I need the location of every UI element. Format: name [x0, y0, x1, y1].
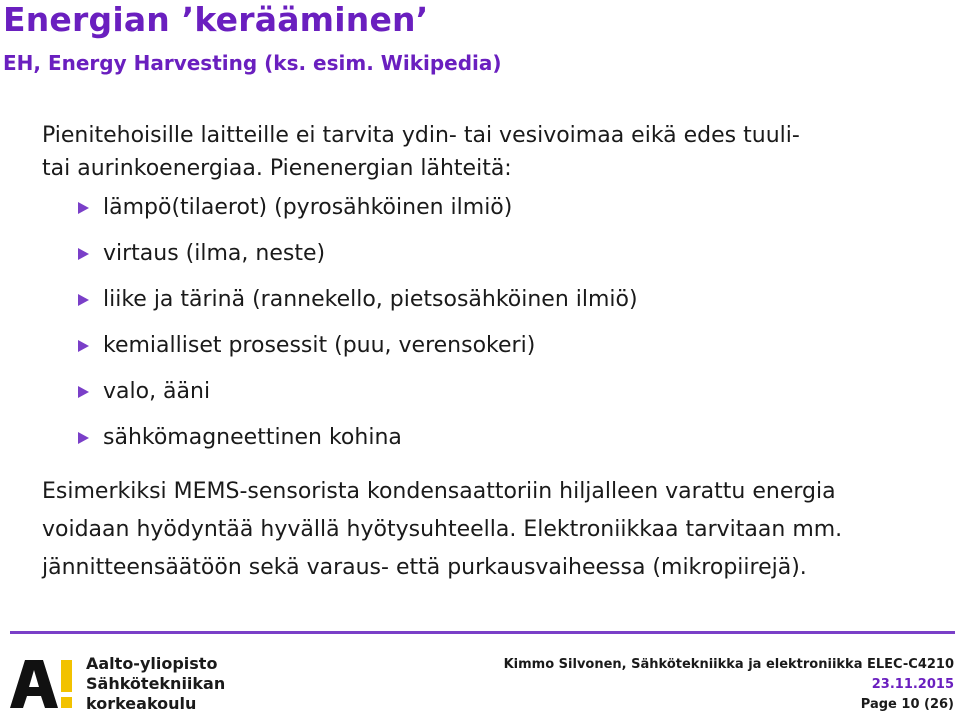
bullet-triangle-icon [78, 202, 89, 214]
outro-line-1: Esimerkiksi MEMS-sensorista kondensaattoriin hiljalleen varattu energia [42, 479, 836, 504]
footer-info [504, 655, 954, 715]
intro-line-2: tai aurinkoenergiaa. Pienenergian lähteitä: [42, 156, 512, 181]
list-item: valo, ääni [42, 375, 942, 421]
course-info: Kimmo Silvonen, Sähkötekniikka ja elektroniikka ELEC-C4210 [503, 657, 954, 672]
list-item: liike ja tärinä (rannekello, pietsosähköinen ilmiö) [42, 283, 942, 329]
list-item: kemialliset prosessit (puu, verensokeri) [42, 329, 942, 375]
list-item: lämpö(tilaerot) (pyrosähköinen ilmiö) [42, 191, 942, 237]
aalto-logo-icon [10, 660, 74, 708]
outro-line-3: jännitteensäätöön sekä varaus- että purkausvaiheessa (mikropiirejä). [42, 555, 807, 580]
bullet-triangle-icon [78, 432, 89, 444]
slide-content [42, 119, 942, 587]
list-item: sähkömagneettinen kohina [42, 421, 942, 467]
energy-source-list [42, 191, 942, 467]
footer-date: 23.11.2015 [871, 677, 954, 692]
footer-divider [10, 631, 955, 634]
page-number: Page 10 (26) [860, 697, 954, 712]
bullet-triangle-icon [78, 340, 89, 352]
org-line-3: korkeakoulu [86, 694, 197, 713]
list-item: virtaus (ilma, neste) [42, 237, 942, 283]
slide-subtitle: EH, Energy Harvesting (ks. esim. Wikipedia) [3, 51, 502, 75]
intro-paragraph [42, 119, 942, 185]
university-name [86, 654, 225, 714]
intro-line-1: Pienitehoisille laitteille ei tarvita ydin- tai vesivoimaa eikä edes tuuli- [42, 123, 800, 148]
org-line-1: Aalto-yliopisto [86, 654, 218, 673]
slide-title: Energian ’kerääminen’ [3, 0, 429, 39]
bullet-triangle-icon [78, 386, 89, 398]
outro-paragraph [42, 473, 942, 587]
bullet-triangle-icon [78, 294, 89, 306]
outro-line-2: voidaan hyödyntää hyvällä hyötysuhteella. Elektroniikkaa tarvitaan mm. [42, 517, 843, 542]
bullet-triangle-icon [78, 248, 89, 260]
org-line-2: Sähkötekniikan [86, 674, 226, 693]
